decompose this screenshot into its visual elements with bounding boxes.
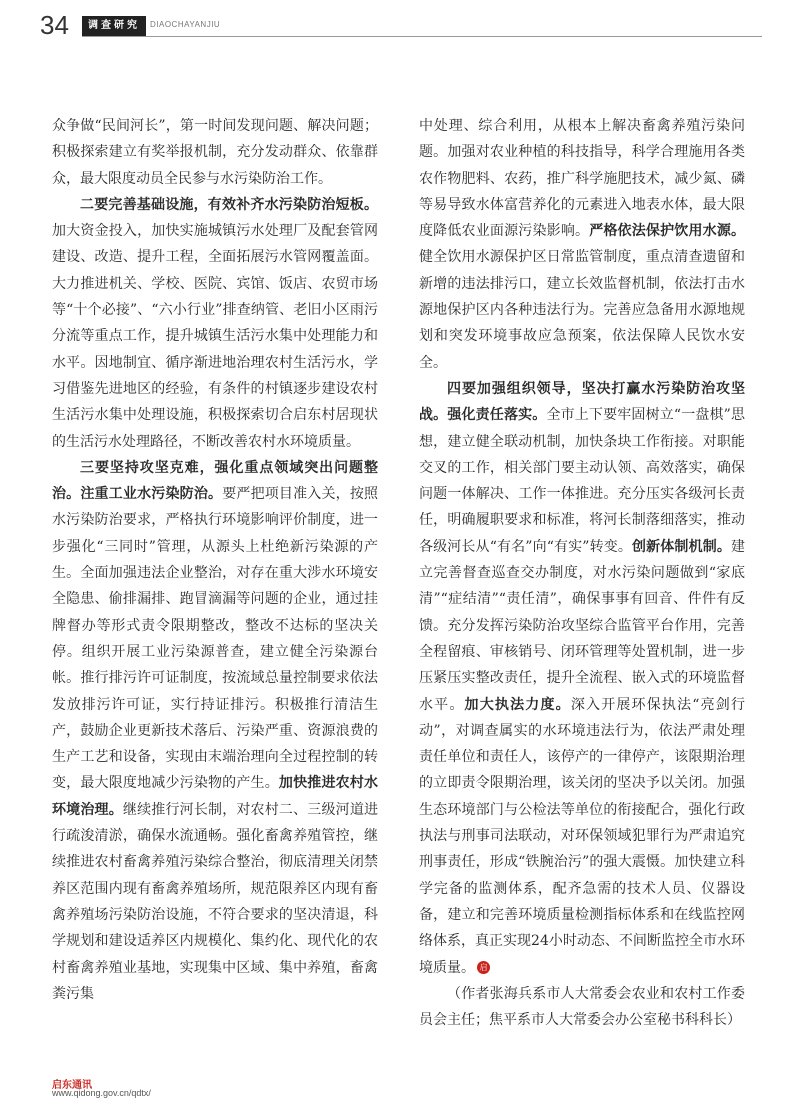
paragraph <box>419 376 745 981</box>
subheading: 严格依法保护饮用水源。 <box>589 223 746 240</box>
section-heading: 二要完善基础设施，有效补齐水污染防治短板。 <box>80 196 378 213</box>
section-label-en: DIAOCHAYANJIU <box>150 20 221 29</box>
paragraph-text: 众争做“民间河长”，第一时间发现问题、解决问题；积极探索建立有奖举报机制，充分发动群众、依靠群众，最大限度动员全民参与水污染防治工作。 <box>52 118 378 187</box>
paragraph-text: 加大资金投入，加快实施城镇污水处理厂及配套管网建设、改造、提升工程，全面拓展污水管网覆盖面。大力推进机关、学校、医院、宾馆、饭店、农贸市场等“十个必接”、“六小行业”排查纳管、老旧小区雨污分流等重点工作，提升城镇生活污水集中处理能力和水平。因地制宜、循序渐进地治理农村生活污水，学习借鉴先进地区的经验，有条件的村镇逐步建设农村生活污水集中处理设施，积极探索切合启东村居现状的生活污水处理路径，不断改善农村水环境质量。 <box>52 223 378 450</box>
footer-logo: 启东通讯 <box>52 1080 92 1091</box>
paragraph-text: 全市上下要牢固树立“一盘棋”思想，建立健全联动机制，加快条块工作衔接。对职能交叉的工作，相关部门要主动认领、高效落实，确保问题一体解决、工作一体推进。充分压实各级河长责任，明确履职要求和标准，将河长制落细落实，推动各级河长从“有名”向“有实”转变。 <box>419 407 746 555</box>
paragraph <box>52 192 378 455</box>
subheading: 加大执法力度。 <box>464 696 571 713</box>
header-rule <box>82 36 762 37</box>
paragraph-text: 要严把项目准入关，按照水污染防治要求，严格执行环境影响评价制度，进一步强化“三同时”管理，从源头上杜绝新污染源的产生。全面加强违法企业整治，对存在重大涉水环境安全隐患、偷排漏排、跑冒滴漏等问题的企业，通过挂牌督办等形式责令限期整改，整改不达标的坚决关停。组织开展工业污染源普查，建立健全污染源台帐。推行排污许可证制度，按流域总量控制要求依法发放排污许可证，实行持证排污。积极推行清洁生产，鼓励企业更新技术落后、污染严重、资源浪费的生产工艺和设备，实现由末端治理向全过程控制的转变，最大限度地减少污染物的产生。 <box>52 486 379 792</box>
right-column <box>419 113 745 1033</box>
footer-url[interactable]: www.qidong.gov.cn/qdtx/ <box>52 1088 151 1098</box>
paragraph-text: 建立完善督查巡查交办制度，对水污染问题做到“家底清”“症结清”“责任清”，确保事事有回音、件件有反馈。充分发挥污染防治攻坚综合监管平台作用，完善全程留痕、审核销号、闭环管理等处置机制，进一步压紧压实整改责任，提升全流程、嵌入式的环境监督水平。 <box>419 538 745 713</box>
paragraph <box>52 455 378 1007</box>
page-header <box>0 0 801 60</box>
paragraph-text: 中处理、综合利用，从根本上解决畜禽养殖污染问题。加强对农业种植的科技指导，科学合理施用各类农作物肥料、农药，推广科学施肥技术，减少氮、磷等易导致水体富营养化的元素进入地表水体，最大限度降低农业面源污染影响。 <box>419 118 745 240</box>
end-mark-icon: 启 <box>477 961 490 974</box>
paragraph-text: 深入开展环保执法“亮剑行动”，对调查属实的水环境违法行为，依法严肃处理责任单位和责任人，该停产的一律停产，该限期治理的立即责令限期治理，该关闭的坚决予以关闭。加强生态环境部门与公检法等单位的衔接配合，强化行政执法与刑事司法联动，对环保领域犯罪行为严肃追究刑事责任，形成“铁腕治污”的强大震慑。加快建立科学完备的监测体系，配齐急需的技术人员、仪器设备，建立和完善环境质量检测指标体系和在线监控网络体系，真正实现24小时动态、不间断监控全市水环境质量。 <box>419 696 745 976</box>
section-label: 调查研究 <box>82 16 146 36</box>
page-number: 34 <box>40 10 69 40</box>
subheading: 创新体制机制。 <box>632 538 731 555</box>
paragraph-text: 健全饮用水源保护区日常监管制度，重点清查遗留和新增的违法排污口，建立长效监督机制，依法打击水源地保护区内各种违法行为。完善应急备用水源地规划和突发环境事故应急预案，依法保障人民饮水安全。 <box>419 249 745 371</box>
section-heading: 三要坚持攻坚克难，强化重点领域突出问题整治。 <box>52 459 378 503</box>
subheading: 加快推进农村水环境治理。 <box>52 775 379 818</box>
left-column <box>52 113 378 1007</box>
author-note: （作者张海兵系市人大常委会农业和农村工作委员会主任；焦平系市人大常委会办公室秘书科科长） <box>419 985 745 1029</box>
subheading: 强化责任落实。 <box>447 407 547 424</box>
paragraph <box>419 113 745 376</box>
section-heading: 四要加强组织领导，坚决打赢水污染防治攻坚战。 <box>419 380 745 424</box>
paragraph-text: 继续推行河长制，对农村二、三级河道进行疏浚清淤，确保水流通畅。强化畜禽养殖管控，继续推进农村畜禽养殖污染综合整治，彻底清理关闭禁养区范围内现有畜禽养殖场所，规范限养区内现有畜禽养殖场污染防治设施，不符合要求的坚决清退，科学规划和建设适养区内规模化、集约化、现代化的农村畜禽养殖业基地，实现集中区域、集中养殖，畜禽粪污集 <box>52 801 379 1002</box>
subheading: 注重工业水污染防治。 <box>80 486 223 503</box>
paragraph <box>52 113 378 192</box>
